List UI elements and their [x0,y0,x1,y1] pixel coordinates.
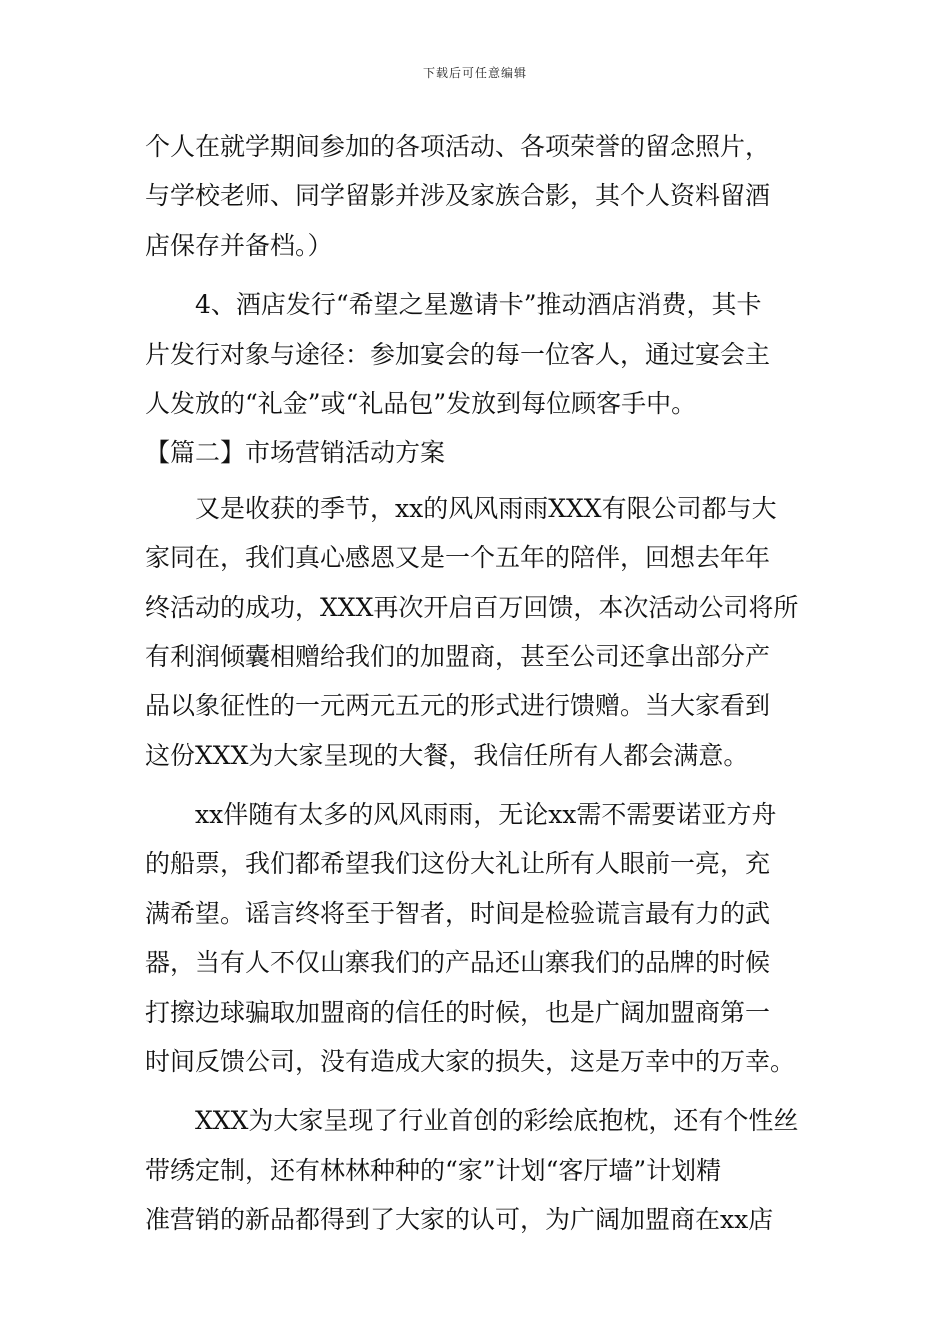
text-line: 时间反馈公司，没有造成大家的损失，这是万幸中的万幸。 [145,1047,796,1077]
text-line: 的船票，我们都希望我们这份大礼让所有人眼前一亮，充 [145,849,771,879]
text-line: 人发放的“礼金”或“礼品包”发放到每位顾客手中。 [145,388,697,418]
text-line: xx伴随有太多的风风雨雨，无论xx需不需要诺亚方舟 [195,800,777,830]
text-line: 店保存并备档。） [145,230,333,260]
paragraph-4 [145,790,810,1086]
text-line: 家同在，我们真心感恩又是一个五年的陪伴，回想去年年 [145,543,771,573]
text-line: 满希望。谣言终将至于智者，时间是检验谎言最有力的武 [145,898,771,928]
text-line: 4、酒店发行“希望之星邀请卡”推动酒店消费，其卡 [195,290,762,320]
text-line: 器，当有人不仅山寨我们的产品还山寨我们的品牌的时候 [145,948,771,978]
text-line: 准营销的新品都得到了大家的认可，为广阔加盟商在xx店 [145,1205,774,1235]
paragraph-2 [145,280,810,428]
paragraph-3 [145,484,810,780]
section-heading: 【篇二】市场营销活动方案 [145,438,446,468]
text-line: 有利润倾囊相赠给我们的加盟商，甚至公司还拿出部分产 [145,641,771,671]
paragraph-5 [145,1096,810,1244]
text-line: 品以象征性的一元两元五元的形式进行馈赠。当大家看到 [145,691,771,721]
text-line: 片发行对象与途径：参加宴会的每一位客人，通过宴会主 [145,339,771,369]
text-line: 终活动的成功，XXX再次开启百万回馈，本次活动公司将所 [145,592,799,622]
text-line: 与学校老师、同学留影并涉及家族合影，其个人资料留酒 [145,181,771,211]
document-body [145,122,810,1245]
text-line: 个人在就学期间参加的各项活动、各项荣誉的留念照片， [145,132,771,161]
text-line: 打擦边球骗取加盟商的信任的时候，也是广阔加盟商第一 [145,997,771,1027]
page-header: 下载后可任意编辑 [422,66,527,80]
text-line: 这份XXX为大家呈现的大餐，我信任所有人都会满意。 [145,740,749,770]
paragraph-1 [145,122,810,270]
text-line: 又是收获的季节，xx的风风雨雨XXX有限公司都与大 [195,493,777,523]
text-line: 带绣定制，还有林林种种的“家”计划“客厅墙”计划精 [145,1155,722,1185]
text-line: XXX为大家呈现了行业首创的彩绘底抱枕，还有个性丝 [195,1106,799,1136]
